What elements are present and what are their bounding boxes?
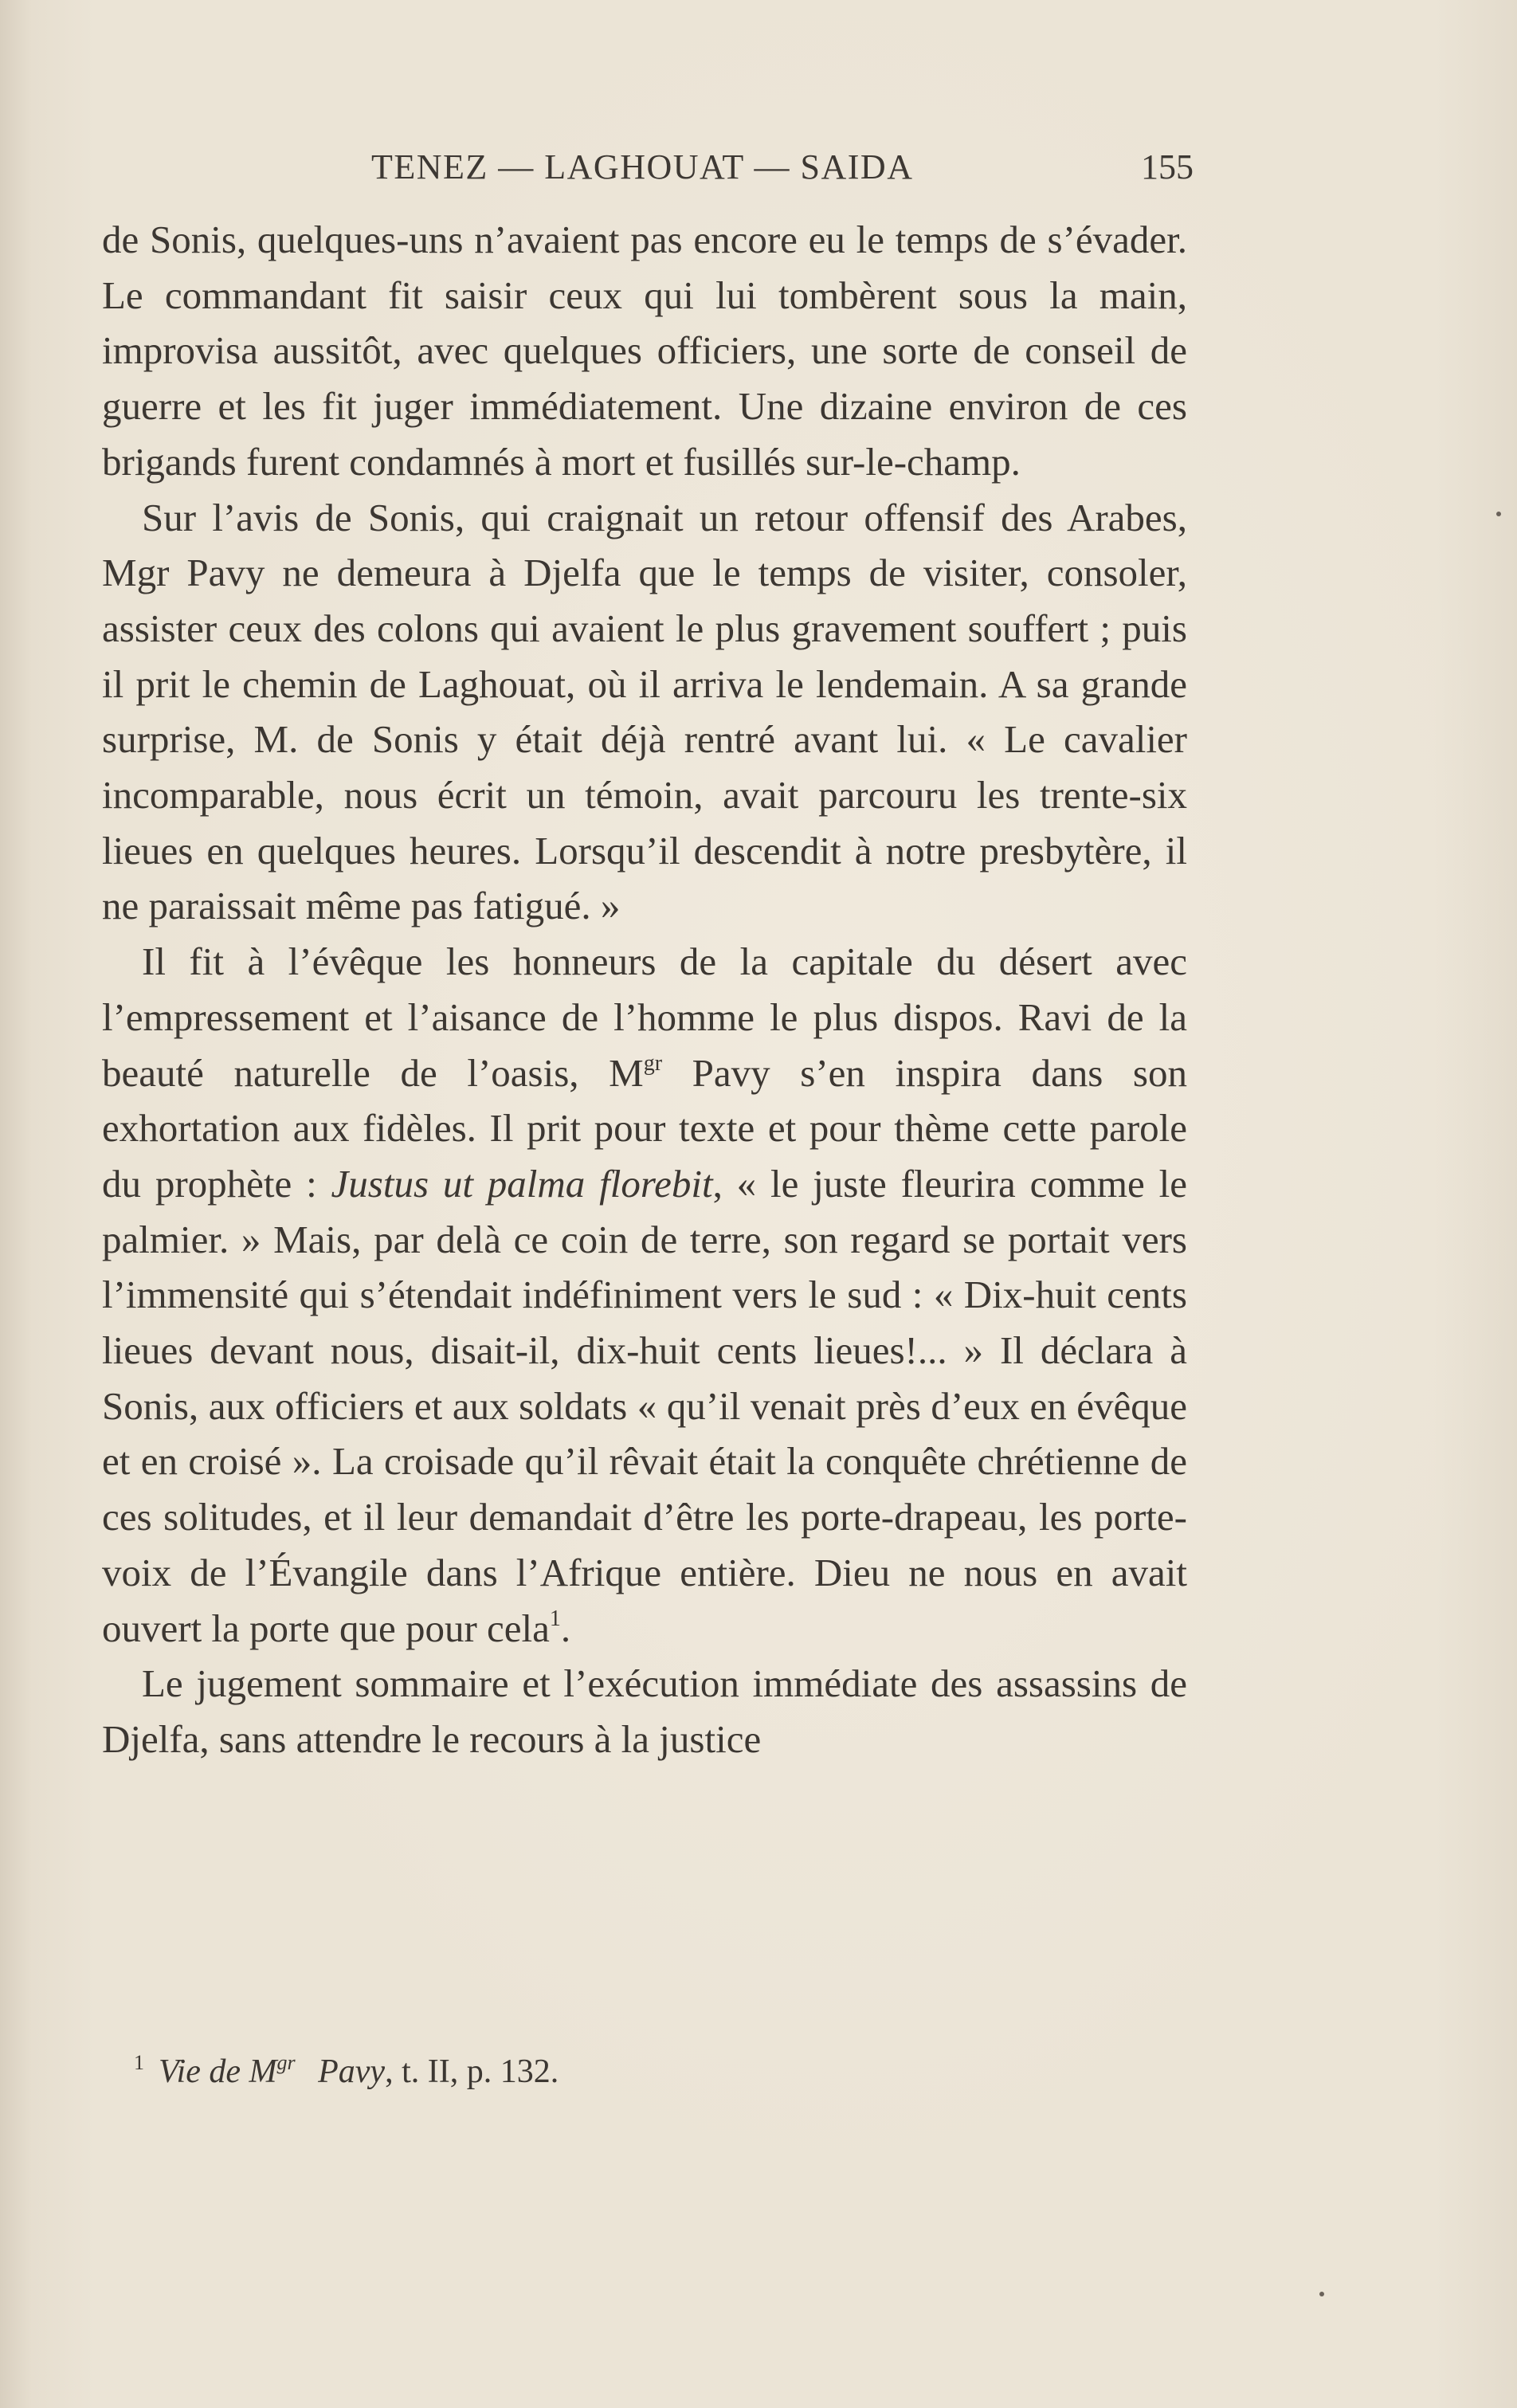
footnote-title-b: Pavy	[309, 2053, 386, 2090]
paragraph-2-text: Sur l’avis de Sonis, qui craignait un retour offensif des Arabes, Mgr Pavy ne demeura à Djelfa que le temps de visiter, consoler, assister ceux des colons qui avaient le plus gravement souffert ; puis il prit le chemin de Laghouat, où il arriva le lendemain. A sa grande surprise, M. de Sonis y était déjà rentré avant lui. « Le cavalier incomparable, nous écrit un témoin, avait parcouru les trente-six lieues en quelques heures. Lorsqu’il descendit à notre presbytère, il ne paraissait même pas fatigué. »	[102, 495, 1187, 928]
footnote-reference-text: , t. II, p. 132.	[385, 2053, 559, 2090]
paper-speck	[1319, 2292, 1324, 2296]
footnote-title-a: Vie de M	[159, 2053, 277, 2090]
running-head: TENEZ — LAGHOUAT — SAIDA	[371, 147, 914, 186]
paragraph-3-end: .	[560, 1606, 571, 1650]
paragraph-4: Le jugement sommaire et l’exécution immédiate des assassins de Djelfa, sans attendre le recours à la justice	[102, 1661, 1187, 1761]
paragraph-3	[102, 934, 1187, 1656]
paper-speck	[1496, 512, 1501, 516]
paragraph-3-text-b: Pavy s’en inspira dans son exhortation aux fidèles. Il prit pour texte et pour thème cette parole du prophète :	[102, 1050, 1187, 1206]
footnote-reference: 1	[549, 1606, 561, 1631]
page-number: 155	[1141, 147, 1194, 186]
paragraph-3-text-a: Il fit à l’évêque les honneurs de la capitale du désert avec l’empressement et l’aisance de l’homme le plus dispos. Ravi de la beauté naturelle de l’oasis, M	[102, 939, 1187, 1095]
footnote-marker: 1	[134, 2051, 144, 2074]
footnote	[134, 2048, 1170, 2096]
paragraph-3-text-c: , « le juste fleurira comme le palmier. » Mais, par delà ce coin de terre, son regard se portait vers l’immensité qui s’étendait indéfiniment vers le sud : « Dix-huit cents lieues devant nous, disait-il, dix-huit cents lieues!... » Il déclara à Sonis, aux officiers et aux soldats « qu’il venait près d’eux en évêque et en croisé ». La croisade qu’il rêvait était la conquête chrétienne de ces solitudes, et il leur demandait d’être les porte-drapeau, les porte-voix de l’Évangile dans l’Afrique entière. Dieu ne nous en avait ouvert la porte que pour cela	[102, 1161, 1187, 1650]
page-header	[120, 142, 1194, 193]
paragraph-2	[102, 490, 1187, 935]
monseigneur-superscript: gr	[643, 1050, 663, 1076]
paragraph-1: de Sonis, quelques-uns n’avaient pas encore eu le temps de s’évader. Le commandant fit saisir ceux qui lui tombèrent sous la main, improvisa aussitôt, avec quelques officiers, une sorte de conseil de guerre et les fit juger immédiatement. Une dizaine environ de ces brigands furent condamnés à mort et fusillés sur-le-champ.	[102, 218, 1187, 484]
footnote-title-superscript: gr	[276, 2051, 296, 2074]
body-text	[102, 212, 1187, 1767]
latin-quotation: Justus ut palma florebit	[331, 1161, 713, 1206]
